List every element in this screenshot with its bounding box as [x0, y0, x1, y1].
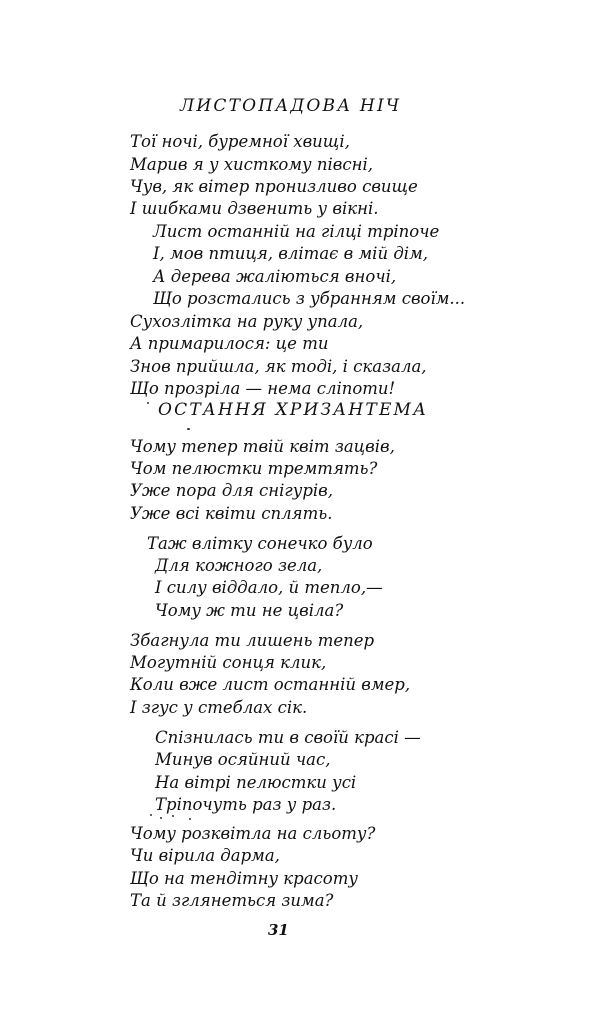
- print-speck: [150, 814, 152, 816]
- poem-line: Сухозлітка на руку упала,: [130, 312, 364, 331]
- poem-line: Тріпочуть раз у раз.: [155, 795, 337, 814]
- poem-line: Лист останній на гілці тріпоче: [153, 222, 440, 241]
- poem-line: Уже пора для снігурів,: [130, 481, 334, 500]
- poem-line: Для кожного зела,: [155, 556, 323, 575]
- page-number: 31: [268, 921, 289, 939]
- poem-line: Чи вірила дарма,: [130, 846, 280, 865]
- poem-line: Знов прийшла, як тоді, і сказала,: [130, 357, 427, 376]
- poem-line: І згус у стеблах сік.: [130, 698, 308, 717]
- poem-line: Що прозріла — нема сліпоти!: [130, 379, 396, 398]
- poem-line: Тої ночі, буремної хвищі,: [130, 132, 350, 151]
- poem-line: Уже всі квіти сплять.: [130, 504, 333, 523]
- poem-line: Чом пелюстки тремтять?: [130, 459, 378, 478]
- print-speck: [172, 815, 174, 817]
- poem-line: Що на тендітну красоту: [130, 869, 358, 888]
- poem-line: Чому розквітла на сльоту?: [130, 824, 376, 843]
- poem-line: А дерева жаліються вночі,: [153, 267, 397, 286]
- poem-line: Збагнула ти лишень тепер: [130, 631, 375, 650]
- poem-line: І силу віддало, й тепло,—: [155, 578, 383, 597]
- poem-line: Спізнилась ти в своїй красі —: [155, 728, 421, 747]
- print-speck: [189, 818, 191, 820]
- poem-line: Таж влітку сонечко було: [147, 534, 373, 553]
- poem-line: Чому ж ти не цвіла?: [155, 601, 344, 620]
- poem-line: Що розстались з убранням своїм...: [153, 289, 466, 308]
- print-speck: [147, 402, 149, 404]
- poem-line: Минув осяйний час,: [155, 750, 331, 769]
- poem-line: Чув, як вітер пронизливо свище: [130, 177, 418, 196]
- poem-title-khryzantema: ОСТАННЯ ХРИЗАНТЕМА: [158, 400, 429, 420]
- print-speck: [160, 817, 162, 819]
- poem-line: І, мов птиця, влітає в мій дім,: [153, 244, 428, 263]
- poem-line: Чому тепер твій квіт зацвів,: [130, 437, 395, 456]
- poem-line: Марив я у хисткому півсні,: [130, 155, 373, 174]
- poem-line: Могутній сонця клик,: [130, 653, 327, 672]
- poem-line: А примарилося: це ти: [130, 334, 329, 353]
- poem-line: Коли вже лист останній вмер,: [130, 675, 411, 694]
- print-speck: [187, 428, 190, 430]
- poem-line: Та й зглянеться зима?: [130, 891, 334, 910]
- poem-line: І шибками дзвенить у вікні.: [130, 199, 379, 218]
- poem-title-nich: ЛИСТОПАДОВА НІЧ: [180, 96, 402, 116]
- poem-line: На вітрі пелюстки усі: [155, 773, 357, 792]
